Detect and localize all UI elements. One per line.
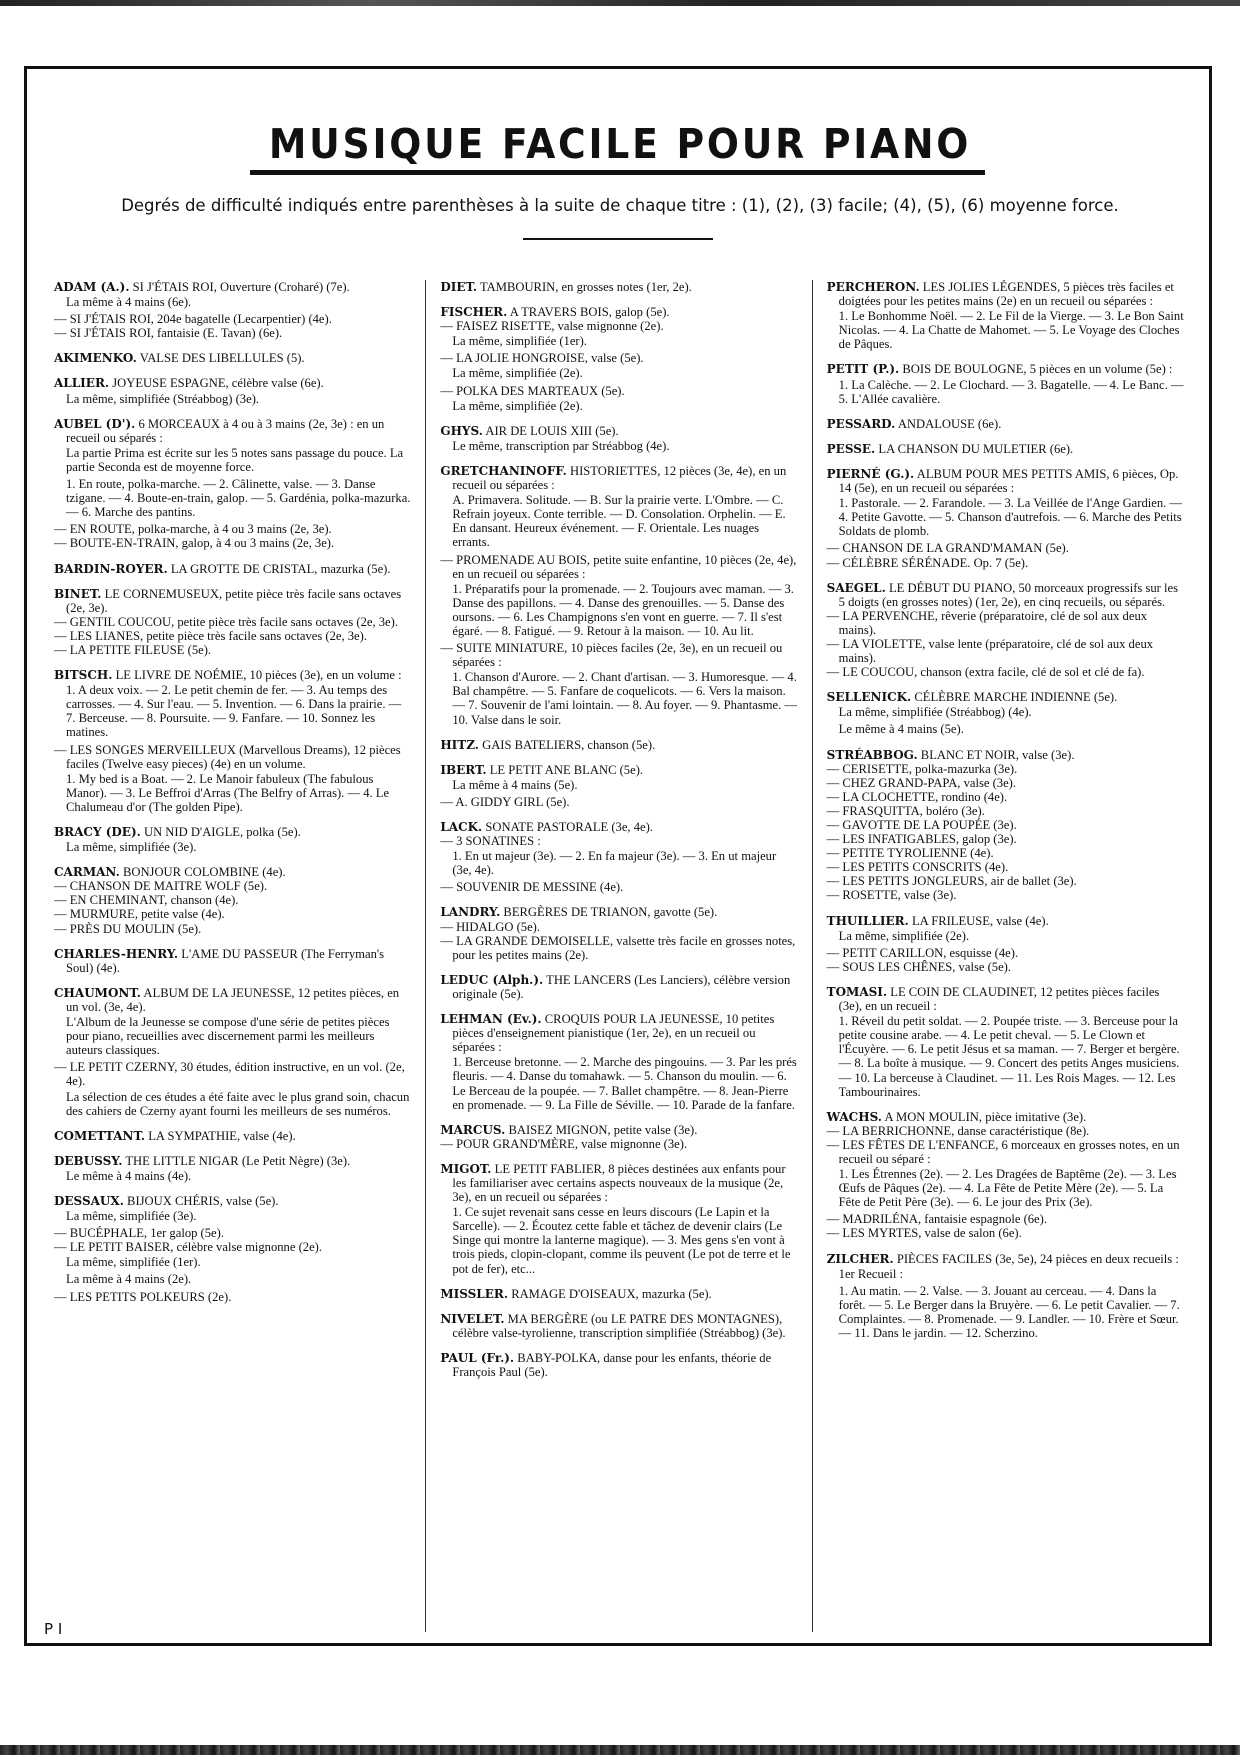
entry-line: — PROMENADE AU BOIS, petite suite enfantine, 10 pièces (2e, 4e), en un recueil ou séparées : bbox=[440, 552, 797, 581]
entry-line: La sélection de ces études a été faite avec le plus grand soin, chacun des cahiers de Czerny ayant fourni les meilleurs de ses numéros. bbox=[66, 1089, 410, 1118]
entry-text: JOYEUSE ESPAGNE, célèbre valse (6e). bbox=[112, 376, 324, 391]
entry-line: 1. En ut majeur (3e). — 2. En fa majeur (3e). — 3. En ut majeur (3e, 4e). bbox=[452, 849, 777, 878]
entry-line: La même, simplifiée (2e). bbox=[452, 398, 583, 413]
entry-text: BLANC ET NOIR, valse (3e). bbox=[920, 747, 1075, 762]
entry-first-line bbox=[54, 986, 411, 1014]
entry-text: BERGÈRES DE TRIANON, gavotte (5e). bbox=[503, 905, 718, 920]
entry-line: Le même, transcription par Stréabbog (4e). bbox=[452, 438, 670, 453]
entry-first-line bbox=[827, 417, 1184, 431]
catalog-entry bbox=[54, 825, 411, 854]
entry-first-line bbox=[440, 973, 797, 1001]
composer-name: AKIMENKO. bbox=[54, 351, 137, 366]
entry-line: — 3 SONATINES : bbox=[440, 834, 541, 849]
catalog-entry bbox=[440, 738, 797, 752]
entry-line: — MADRILÉNA, fantaisie espagnole (6e). bbox=[826, 1212, 1047, 1227]
catalog-entry bbox=[827, 1110, 1184, 1241]
entry-line: 1. Au matin. — 2. Valse. — 3. Jouant au cerceau. — 4. Dans la forêt. — 5. Le Berger dans la Bruyère. — 6. Le petit Cavalier. — 7. Complaintes. — 8. Promenade. — 9. Landler. — 10. Frère et Sœur. — 11. Dans le jardin. — 12. Scherzino. bbox=[838, 1283, 1180, 1340]
composer-name: GHYS. bbox=[440, 423, 483, 438]
entry-first-line bbox=[440, 1012, 797, 1054]
catalog-entry bbox=[54, 668, 411, 814]
entry-text: 6 MORCEAUX à 4 ou à 3 mains (2e, 3e) : en un recueil ou séparés : bbox=[66, 416, 385, 445]
entry-text: HISTORIETTES, 12 pièces (3e, 4e), en un recueil ou séparées : bbox=[452, 463, 787, 493]
composer-name: LACK. bbox=[440, 820, 483, 834]
catalog-entry bbox=[54, 351, 411, 365]
catalog-entry bbox=[827, 985, 1184, 1099]
entry-line: — MURMURE, petite valse (4e). bbox=[54, 907, 225, 922]
entry-line: — SUITE MINIATURE, 10 pièces faciles (2e, 3e), en un recueil ou séparées : bbox=[440, 641, 783, 670]
section-divider bbox=[523, 238, 713, 240]
entry-text: AIR DE LOUIS XIII (5e). bbox=[485, 423, 619, 438]
entry-text: ALBUM DE LA JEUNESSE, 12 petites pièces, en un vol. (3e, 4e). bbox=[66, 985, 400, 1014]
entry-line: — ROSETTE, valse (3e). bbox=[826, 888, 957, 903]
catalog-entry bbox=[440, 1123, 797, 1151]
composer-name: BRACY (DE). bbox=[54, 825, 141, 839]
page-title: MUSIQUE FACILE POUR PIANO bbox=[268, 120, 972, 168]
entry-first-line bbox=[827, 748, 1184, 762]
catalog-entry bbox=[827, 690, 1184, 736]
composer-name: FISCHER. bbox=[440, 305, 508, 320]
entry-line: — EN ROUTE, polka-marche, à 4 ou 3 mains (2e, 3e). bbox=[54, 522, 332, 537]
composer-name: ZILCHER. bbox=[826, 1251, 894, 1266]
entry-first-line bbox=[440, 820, 797, 834]
entry-first-line bbox=[54, 280, 411, 294]
entry-first-line bbox=[54, 865, 411, 879]
composer-name: CHAUMONT. bbox=[54, 985, 141, 1000]
entry-line: — SI J'ÉTAIS ROI, fantaisie (E. Tavan) (6e). bbox=[54, 326, 283, 341]
entry-line: — LES SONGES MERVEILLEUX (Marvellous Dreams), 12 pièces faciles (Twelve easy pieces) (4e) en un volume. bbox=[54, 742, 401, 771]
entry-text: LE CORNEMUSEUX, petite pièce très facile sans octaves (2e, 3e). bbox=[66, 586, 402, 615]
composer-name: HITZ. bbox=[440, 737, 479, 752]
entry-line: — A. GIDDY GIRL (5e). bbox=[440, 794, 570, 809]
catalog-entry bbox=[54, 1154, 411, 1183]
catalog-entry bbox=[54, 587, 411, 657]
composer-name: MIGOT. bbox=[440, 1161, 492, 1176]
entry-line: — GENTIL COUCOU, petite pièce très facile sans octaves (2e, 3e). bbox=[54, 614, 398, 629]
entry-first-line bbox=[440, 424, 797, 438]
catalog-columns bbox=[54, 280, 1184, 1632]
entry-line: — LES PETITS CONSCRITS (4e). bbox=[826, 860, 1009, 875]
entry-text: A MON MOULIN, pièce imitative (3e). bbox=[884, 1109, 1087, 1124]
entry-text: ALBUM POUR MES PETITS AMIS, 6 pièces, Op. 14 (5e), en un recueil ou séparées : bbox=[838, 466, 1179, 496]
catalog-column-3 bbox=[813, 280, 1184, 1632]
catalog-entry bbox=[827, 1252, 1184, 1341]
entry-text: THE LANCERS (Les Lanciers), célèbre version originale (5e). bbox=[452, 972, 791, 1001]
entry-line: — SOUS LES CHÊNES, valse (5e). bbox=[826, 959, 1012, 974]
composer-name: PERCHERON. bbox=[826, 280, 920, 294]
composer-name: CHARLES-HENRY. bbox=[54, 946, 179, 961]
catalog-entry bbox=[440, 1312, 797, 1340]
entry-line: 1. En route, polka-marche. — 2. Câlinette, valse. — 3. Danse tzigane. — 4. Boute-en-train, galop. — 5. Gardénia, polka-mazurka. — 6. Marche des pantins. bbox=[66, 477, 411, 520]
entry-line: La même, simplifiée (2e). bbox=[838, 928, 970, 943]
entry-line: — BOUTE-EN-TRAIN, galop, à 4 ou 3 mains (2e, 3e). bbox=[54, 536, 335, 551]
entry-line: — CÉLÈBRE SÉRÉNADE. Op. 7 (5e). bbox=[826, 555, 1029, 570]
entry-line: Le même à 4 mains (4e). bbox=[66, 1168, 192, 1183]
entry-line: — LA PERVENCHE, rêverie (préparatoire, clé de sol aux deux mains). bbox=[826, 608, 1148, 637]
entry-line: La même à 4 mains (2e). bbox=[66, 1272, 192, 1287]
composer-name: BINET. bbox=[54, 586, 102, 601]
entry-text: BABY-POLKA, danse pour les enfants, théorie de François Paul (5e). bbox=[452, 1350, 772, 1379]
entry-text: A TRAVERS BOIS, galop (5e). bbox=[509, 305, 670, 320]
entry-text: LE PETIT ANE BLANC (5e). bbox=[489, 762, 644, 777]
entry-line: — CHANSON DE MAITRE WOLF (5e). bbox=[54, 879, 268, 894]
entry-text: LE PETIT FABLIER, 8 pièces destinées aux enfants pour les familiariser avec certains aspects nouveaux de la musique (2e, 3e), en un recueil ou séparées : bbox=[452, 1161, 786, 1205]
difficulty-legend: Degrés de difficulté indiqués entre parenthèses à la suite de chaque titre : (1), (2), (3) facile; (4), (5), (6) moyenne force. bbox=[121, 196, 1119, 215]
entry-text: ANDALOUSE (6e). bbox=[897, 416, 1002, 431]
entry-first-line bbox=[827, 985, 1184, 1013]
entry-first-line bbox=[827, 1252, 1184, 1266]
composer-name: NIVELET. bbox=[440, 1311, 505, 1326]
catalog-entry bbox=[440, 820, 797, 894]
catalog-entry bbox=[440, 464, 797, 727]
catalog-entry bbox=[54, 1129, 411, 1143]
entry-line: — SOUVENIR DE MESSINE (4e). bbox=[440, 880, 624, 895]
catalog-entry bbox=[54, 376, 411, 405]
composer-name: GRETCHANINOFF. bbox=[440, 463, 567, 478]
catalog-entry bbox=[827, 581, 1184, 680]
composer-name: BARDIN-ROYER. bbox=[54, 561, 168, 576]
entry-line: — LES MYRTES, valse de salon (6e). bbox=[826, 1226, 1022, 1241]
entry-text: MA BERGÈRE (ou LE PATRE DES MONTAGNES), célèbre valse-tyrolienne, transcription simplifiée (Stréabbog) (3e). bbox=[452, 1311, 786, 1340]
catalog-entry bbox=[827, 914, 1184, 974]
entry-text: LA FRILEUSE, valse (4e). bbox=[911, 913, 1049, 928]
entry-text: LE DÉBUT DU PIANO, 50 morceaux progressifs sur les 5 doigts (en grosses notes) (1er, 2e), en cinq recueils, ou séparés. bbox=[838, 580, 1178, 609]
entry-line: La même, simplifiée (Stréabbog) (3e). bbox=[66, 391, 260, 406]
entry-text: THE LITTLE NIGAR (Le Petit Nègre) (3e). bbox=[125, 1153, 351, 1168]
entry-text: VALSE DES LIBELLULES (5). bbox=[139, 351, 305, 366]
entry-first-line bbox=[54, 417, 411, 445]
composer-name: STRÉABBOG. bbox=[826, 747, 918, 762]
composer-name: SELLENICK. bbox=[826, 690, 912, 705]
entry-line: — LE PETIT BAISER, célèbre valse mignonne (2e). bbox=[54, 1240, 323, 1255]
entry-first-line bbox=[440, 763, 797, 777]
entry-line: La partie Prima est écrite sur les 5 notes sans passage du pouce. La partie Seconda est de moyenne force. bbox=[66, 445, 404, 474]
composer-name: MARCUS. bbox=[440, 1122, 506, 1137]
entry-line: 1. Le Bonhomme Noël. — 2. Le Fil de la Vierge. — 3. Le Bon Saint Nicolas. — 4. La Chatte de Mahomet. — 5. Le Voyage des Cloches de Pâques. bbox=[838, 309, 1184, 352]
composer-name: ALLIER. bbox=[54, 376, 110, 391]
entry-text: BAISEZ MIGNON, petite valse (3e). bbox=[508, 1122, 698, 1137]
catalog-entry bbox=[440, 1351, 797, 1379]
catalog-entry bbox=[827, 442, 1184, 456]
entry-first-line bbox=[440, 1162, 797, 1204]
catalog-entry bbox=[440, 424, 797, 453]
entry-line: — PRÈS DU MOULIN (5e). bbox=[54, 921, 202, 936]
entry-line: — CHANSON DE LA GRAND'MAMAN (5e). bbox=[826, 541, 1069, 556]
entry-line: 1. Préparatifs pour la promenade. — 2. Toujours avec maman. — 3. Danse des papillons. — 4. Danse des grenouilles. — 5. Danse des oursons. — 6. Les Champignons s'en vont en guerre. — 7. Il s'est égaré. — 8. Fatigué. — 9. Retour à la maison. — 10. Au lit. bbox=[452, 581, 794, 638]
catalog-entry bbox=[54, 562, 411, 576]
composer-name: ADAM (A.). bbox=[54, 280, 130, 294]
entry-line: 1. My bed is a Boat. — 2. Le Manoir fabuleux (The fabulous Manor). — 3. Le Beffroi d'Arras (The Belfry of Arras). — 4. Le Chalumeau d'or (The golden Pipe). bbox=[66, 771, 390, 814]
entry-first-line bbox=[827, 581, 1184, 609]
catalog-entry bbox=[54, 947, 411, 975]
entry-text: PIÈCES FACILES (3e, 5e), 24 pièces en deux recueils : bbox=[896, 1251, 1179, 1266]
composer-name: MISSLER. bbox=[440, 1286, 509, 1301]
entry-first-line bbox=[54, 1154, 411, 1168]
catalog-entry bbox=[440, 905, 797, 961]
entry-line: 1. Ce sujet revenait sans cesse en leurs discours (Le Lapin et la Sarcelle). — 2. Écoutez cette fable et tâchez de devenir clairs (Le Singe qui montre la lanterne magique). — 3. Mes gens s'en vont à trois pieds, clopin-clopant, comme ils peuvent (Le pot de terre et le pot de fer), etc... bbox=[452, 1205, 791, 1276]
entry-line: La même, simplifiée (1er). bbox=[66, 1255, 201, 1270]
entry-first-line bbox=[54, 1194, 411, 1208]
entry-first-line bbox=[827, 442, 1184, 456]
entry-line: La même, simplifiée (Stréabbog) (4e). bbox=[838, 705, 1032, 720]
composer-name: PESSARD. bbox=[826, 416, 896, 431]
entry-first-line bbox=[54, 668, 411, 682]
composer-name: LEDUC (Alph.). bbox=[440, 972, 544, 987]
entry-first-line bbox=[440, 1287, 797, 1301]
entry-first-line bbox=[440, 905, 797, 919]
composer-name: DIET. bbox=[440, 280, 478, 294]
entry-text: LE COIN DE CLAUDINET, 12 petites pièces faciles (3e), en un recueil : bbox=[838, 984, 1160, 1014]
entry-text: LA CHANSON DU MULETIER (6e). bbox=[878, 441, 1074, 456]
entry-text: RAMAGE D'OISEAUX, mazurka (5e). bbox=[511, 1286, 712, 1301]
top-scan-edge bbox=[0, 0, 1240, 6]
entry-first-line bbox=[440, 738, 797, 752]
entry-line: — CERISETTE, polka-mazurka (3e). bbox=[826, 761, 1018, 776]
entry-line: — LA CLOCHETTE, rondino (4e). bbox=[826, 789, 1008, 804]
catalog-entry bbox=[54, 986, 411, 1118]
entry-text: SONATE PASTORALE (3e, 4e). bbox=[485, 820, 653, 834]
entry-line: La même à 4 mains (5e). bbox=[452, 777, 578, 792]
entry-first-line bbox=[827, 690, 1184, 704]
entry-line: — LA VIOLETTE, valse lente (préparatoire, clé de sol aux deux mains). bbox=[826, 636, 1154, 666]
entry-line: 1. Réveil du petit soldat. — 2. Poupée triste. — 3. Berceuse pour la petite cousine arabe. — 4. Le petit cheval. — 5. Le Clown et l'Écuyère. — 6. Le petit Jésus et sa maman. — 7. Berger et bergère. — 8. La boîte à musique. — 9. Concert des petits Anges musiciens. — 10. La berceuse à Claudinet. — 11. Les Rois Mages. — 12. Les Tambourinaires. bbox=[838, 1014, 1180, 1099]
entry-line: 1er Recueil : bbox=[838, 1266, 903, 1281]
entry-line: — LES PETITS POLKEURS (2e). bbox=[54, 1289, 232, 1304]
entry-line: — HIDALGO (5e). bbox=[440, 919, 541, 934]
entry-line: — LE PETIT CZERNY, 30 études, édition instructive, en un vol. (2e, 4e). bbox=[54, 1060, 405, 1089]
composer-name: DEBUSSY. bbox=[54, 1153, 123, 1168]
entry-text: LA SYMPATHIE, valse (4e). bbox=[148, 1128, 296, 1143]
entry-first-line bbox=[440, 280, 797, 294]
entry-first-line bbox=[440, 464, 797, 492]
entry-text: SI J'ÉTAIS ROI, Ouverture (Croharé) (7e). bbox=[132, 280, 350, 294]
entry-first-line bbox=[827, 467, 1184, 495]
composer-name: LANDRY. bbox=[440, 905, 501, 920]
entry-line: — LA JOLIE HONGROISE, valse (5e). bbox=[440, 351, 644, 366]
entry-first-line bbox=[54, 587, 411, 615]
catalog-entry bbox=[440, 1012, 797, 1112]
entry-line: L'Album de la Jeunesse se compose d'une série de petites pièces pour piano, recueillies avec discernement parmi les meilleurs auteurs classiques. bbox=[66, 1015, 390, 1058]
entry-line: 1. Pastorale. — 2. Farandole. — 3. La Veillée de l'Ange Gardien. — 4. Petite Gavotte. — 5. Chanson d'autrefois. — 6. Marche des Petits Soldats de plomb. bbox=[838, 496, 1183, 539]
entry-first-line bbox=[827, 914, 1184, 928]
entry-text: BIJOUX CHÉRIS, valse (5e). bbox=[127, 1193, 279, 1208]
composer-name: PETIT (P.). bbox=[826, 362, 900, 377]
entry-line: — LA BERRICHONNE, danse caractéristique (8e). bbox=[826, 1123, 1090, 1138]
entry-line: La même, simplifiée (3e). bbox=[66, 840, 197, 855]
entry-line: 1. Les Étrennes (2e). — 2. Les Dragées de Baptême (2e). — 3. Les Œufs de Pâques (2e). — 4. La Fête de Petite Mère (2e). — 5. La Fête de Petit Père (3e). — 6. Le jour des Prix (3e). bbox=[838, 1167, 1177, 1210]
composer-name: TOMASI. bbox=[826, 984, 888, 999]
entry-text: LA GROTTE DE CRISTAL, mazurka (5e). bbox=[170, 561, 391, 576]
entry-line: 1. La Calèche. — 2. Le Clochard. — 3. Bagatelle. — 4. Le Banc. — 5. L'Allée cavalière. bbox=[838, 377, 1184, 406]
composer-name: THUILLIER. bbox=[826, 913, 909, 928]
catalog-entry bbox=[827, 748, 1184, 903]
entry-first-line bbox=[54, 562, 411, 576]
entry-first-line bbox=[827, 280, 1184, 308]
catalog-column-2 bbox=[426, 280, 812, 1632]
composer-name: PIERNÉ (G.). bbox=[826, 466, 915, 481]
entry-text: LES JOLIES LÉGENDES, 5 pièces très faciles et doigtées pour les petites mains (2e) en un recueil ou séparées : bbox=[838, 280, 1174, 309]
entry-line: — FRASQUITTA, boléro (3e). bbox=[826, 803, 985, 818]
entry-line: 1. Chanson d'Aurore. — 2. Chant d'artisan. — 3. Humoresque. — 4. Bal champêtre. — 5. Fanfare de coquelicots. — 6. Vers la maison. — 7. Souvenir de l'ami lointain. — 8. Au foyer. — 9. Phantasme. — 10. Valse dans le soir. bbox=[452, 670, 798, 727]
entry-line: — PETITE TYROLIENNE (4e). bbox=[826, 846, 994, 861]
composer-name: SAEGEL. bbox=[826, 580, 886, 595]
composer-name: LEHMAN (Ev.). bbox=[440, 1012, 542, 1027]
entry-line: — PETIT CARILLON, esquisse (4e). bbox=[826, 945, 1019, 960]
entry-first-line bbox=[440, 1351, 797, 1379]
entry-first-line bbox=[54, 825, 411, 839]
entry-line: — BUCÉPHALE, 1er galop (5e). bbox=[54, 1226, 224, 1241]
entry-line: — LE COUCOU, chanson (extra facile, clé de sol et clé de fa). bbox=[826, 665, 1145, 680]
entry-text: LE LIVRE DE NOÉMIE, 10 pièces (3e), en un volume : bbox=[115, 668, 402, 683]
catalog-entry bbox=[827, 280, 1184, 351]
entry-first-line bbox=[440, 1123, 797, 1137]
catalog-column-1 bbox=[54, 280, 426, 1632]
entry-line: — POLKA DES MARTEAUX (5e). bbox=[440, 383, 625, 398]
catalog-entry bbox=[827, 417, 1184, 431]
entry-line: — LA GRANDE DEMOISELLE, valsette très facile en grosses notes, pour les petites mains (2e). bbox=[440, 933, 796, 962]
entry-line: — SI J'ÉTAIS ROI, 204e bagatelle (Lecarpentier) (4e). bbox=[54, 312, 332, 327]
entry-text: UN NID D'AIGLE, polka (5e). bbox=[143, 825, 301, 839]
composer-name: PAUL (Fr.). bbox=[440, 1350, 515, 1365]
composer-name: DESSAUX. bbox=[54, 1193, 124, 1208]
entry-first-line bbox=[54, 947, 411, 975]
entry-line: — LES LIANES, petite pièce très facile sans octaves (2e, 3e). bbox=[54, 628, 367, 643]
entry-text: CROQUIS POUR LA JEUNESSE, 10 petites pièces d'enseignement pianistique (1er, 2e), en un recueil ou séparées : bbox=[452, 1012, 775, 1055]
composer-name: PESSE. bbox=[826, 441, 876, 456]
entry-line: — CHEZ GRAND-PAPA, valse (3e). bbox=[826, 775, 1017, 790]
entry-text: CÉLÈBRE MARCHE INDIENNE (5e). bbox=[914, 690, 1118, 705]
entry-text: BONJOUR COLOMBINE (4e). bbox=[122, 865, 286, 880]
entry-line: — LES INFATIGABLES, galop (3e). bbox=[826, 832, 1017, 847]
entry-line: — GAVOTTE DE LA POUPÉE (3e). bbox=[826, 818, 1017, 832]
catalog-entry bbox=[827, 467, 1184, 570]
entry-line: 1. A deux voix. — 2. Le petit chemin de fer. — 3. Au temps des carrosses. — 4. Sur l'eau. — 5. Invention. — 6. Dans la prairie. — 7. Berceuse. — 8. Poursuite. — 9. Fanfare. — 10. Sonnez les matines. bbox=[66, 683, 402, 740]
entry-line: Le même à 4 mains (5e). bbox=[838, 722, 964, 737]
catalog-entry bbox=[440, 1287, 797, 1301]
catalog-entry bbox=[440, 973, 797, 1001]
catalog-entry bbox=[440, 280, 797, 294]
composer-name: AUBEL (D'). bbox=[54, 416, 136, 431]
entry-first-line bbox=[54, 1129, 411, 1143]
entry-first-line bbox=[54, 376, 411, 390]
catalog-entry bbox=[440, 305, 797, 413]
catalog-entry bbox=[440, 763, 797, 809]
entry-line: 1. Berceuse bretonne. — 2. Marche des pingouins. — 3. Par les prés fleuris. — 4. Danse du tomahawk. — 5. Chanson du moulin. — 6. Le Berceau de la poupée. — 7. Ballet champêtre. — 8. Jean-Pierre en promenade. — 9. La Fille de Séville. — 10. Parade de la fanfare. bbox=[452, 1055, 797, 1112]
entry-first-line bbox=[54, 351, 411, 365]
entry-first-line bbox=[827, 1110, 1184, 1124]
catalog-entry bbox=[54, 280, 411, 340]
entry-text: L'AME DU PASSEUR (The Ferryman's Soul) (4e). bbox=[66, 946, 385, 975]
entry-line: — LES FÊTES DE L'ENFANCE, 6 morceaux en grosses notes, en un recueil ou séparé : bbox=[826, 1137, 1180, 1166]
catalog-entry bbox=[54, 417, 411, 551]
composer-name: BITSCH. bbox=[54, 668, 113, 683]
entry-text: BOIS DE BOULOGNE, 5 pièces en un volume (5e) : bbox=[902, 362, 1173, 377]
catalog-entry bbox=[827, 362, 1184, 405]
entry-line: A. Primavera. Solitude. — B. Sur la prairie verte. L'Ombre. — C. Refrain joyeux. Conte terrible. — D. Consolation. Orphelin. — E. En dansant. Heureux événement. — F. Orientale. Les nuages errants. bbox=[452, 493, 786, 550]
entry-line: — EN CHEMINANT, chanson (4e). bbox=[54, 893, 239, 908]
entry-line: — POUR GRAND'MÈRE, valse mignonne (3e). bbox=[440, 1136, 688, 1151]
entry-first-line bbox=[827, 362, 1184, 376]
entry-text: TAMBOURIN, en grosses notes (1er, 2e). bbox=[479, 280, 692, 294]
composer-name: IBERT. bbox=[440, 762, 487, 777]
catalog-entry bbox=[54, 865, 411, 935]
composer-name: COMETTANT. bbox=[54, 1128, 146, 1143]
composer-name: WACHS. bbox=[826, 1109, 882, 1124]
catalog-entry bbox=[440, 1162, 797, 1276]
entry-line: La même à 4 mains (6e). bbox=[66, 295, 192, 310]
entry-line: — FAISEZ RISETTE, valse mignonne (2e). bbox=[440, 319, 664, 334]
title-underline bbox=[250, 170, 985, 175]
entry-line: — LA PETITE FILEUSE (5e). bbox=[54, 642, 212, 657]
entry-line: La même, simplifiée (1er). bbox=[452, 334, 587, 349]
composer-name: CARMAN. bbox=[54, 865, 120, 880]
entry-first-line bbox=[440, 305, 797, 319]
entry-text: GAIS BATELIERS, chanson (5e). bbox=[482, 737, 656, 752]
bottom-scan-edge bbox=[0, 1745, 1240, 1755]
entry-first-line bbox=[440, 1312, 797, 1340]
entry-line: La même, simplifiée (2e). bbox=[452, 366, 583, 381]
entry-line: — LES PETITS JONGLEURS, air de ballet (3e). bbox=[826, 874, 1077, 889]
entry-line: La même, simplifiée (3e). bbox=[66, 1209, 197, 1224]
page-label: P I bbox=[44, 1620, 63, 1638]
catalog-entry bbox=[54, 1194, 411, 1304]
